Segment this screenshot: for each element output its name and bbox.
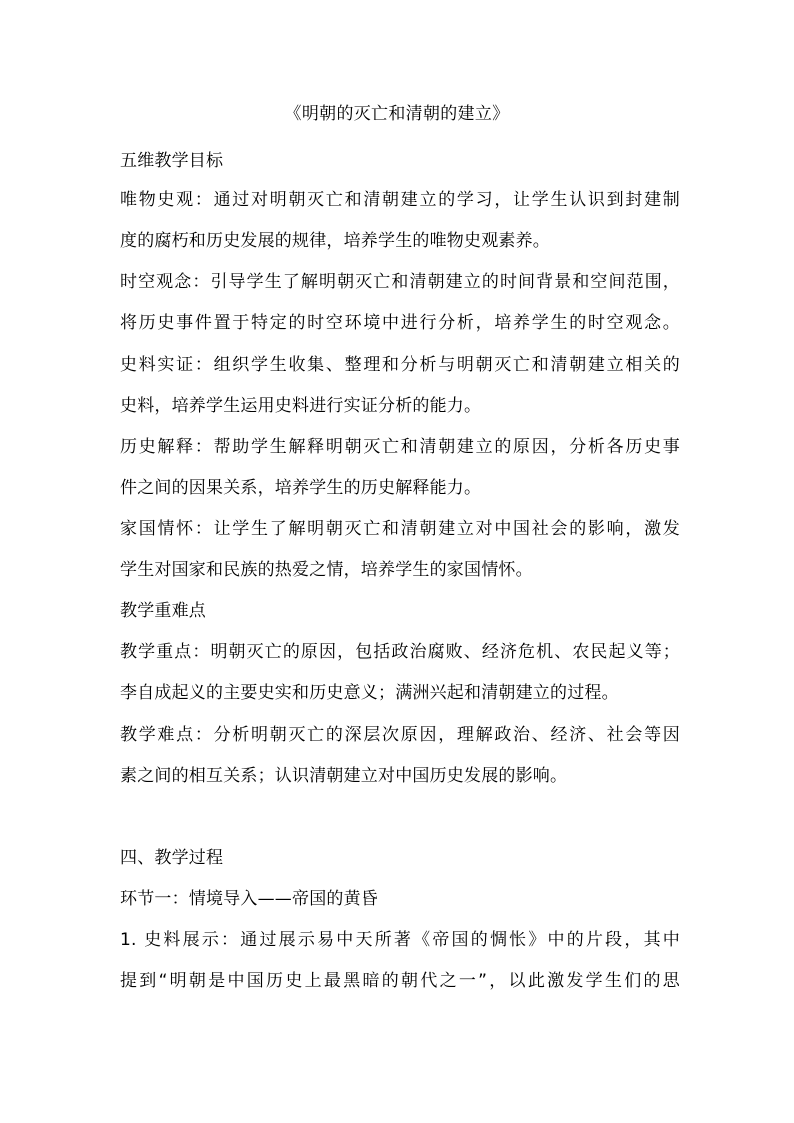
heading-teaching-process: 四、教学过程 [120, 848, 224, 868]
paragraph-line: 李自成起义的主要史实和历史意义；满洲兴起和清朝建立的过程。 [120, 683, 619, 703]
paragraph-line: 家国情怀：让学生了解明朝灭亡和清朝建立对中国社会的影响，激发 [120, 519, 680, 539]
paragraph-line: 历史解释：帮助学生解释明朝灭亡和清朝建立的原因，分析各历史事 [120, 437, 680, 457]
paragraph-line: 素之间的相互关系；认识清朝建立对中国历史发展的影响。 [120, 766, 568, 786]
paragraph-line: 史料实证：组织学生收集、整理和分析与明朝灭亡和清朝建立相关的 [120, 355, 680, 375]
heading-section-one: 环节一：情境导入——帝国的黄昏 [120, 889, 378, 909]
paragraph-line: 1. 史料展示：通过展示易中天所著《帝国的惆怅》中的片段，其中 [120, 930, 680, 950]
heading-five-dimension-goals: 五维教学目标 [120, 151, 224, 171]
paragraph-line: 史料，培养学生运用史料进行实证分析的能力。 [120, 396, 482, 416]
paragraph-line: 时空观念：引导学生了解明朝灭亡和清朝建立的时间背景和空间范围， [120, 272, 680, 292]
paragraph-line: 唯物史观：通过对明朝灭亡和清朝建立的学习，让学生认识到封建制 [120, 190, 680, 210]
paragraph-line: 度的腐朽和历史发展的规律，培养学生的唯物史观素养。 [120, 231, 550, 251]
paragraph-line: 将历史事件置于特定的时空环境中进行分析，培养学生的时空观念。 [120, 313, 680, 333]
paragraph-line: 教学难点：分析明朝灭亡的深层次原因，理解政治、经济、社会等因 [120, 725, 680, 745]
paragraph-line: 提到“明朝是中国历史上最黑暗的朝代之一”，以此激发学生们的思 [120, 971, 680, 991]
document-title: 《明朝的灭亡和清朝的建立》 [284, 104, 510, 124]
paragraph-line: 教学重点：明朝灭亡的原因，包括政治腐败、经济危机、农民起义等； [120, 642, 680, 662]
paragraph-line: 学生对国家和民族的热爱之情，培养学生的家国情怀。 [120, 560, 533, 580]
paragraph-line: 件之间的因果关系，培养学生的历史解释能力。 [120, 478, 482, 498]
heading-key-difficult-points: 教学重难点 [120, 601, 206, 621]
